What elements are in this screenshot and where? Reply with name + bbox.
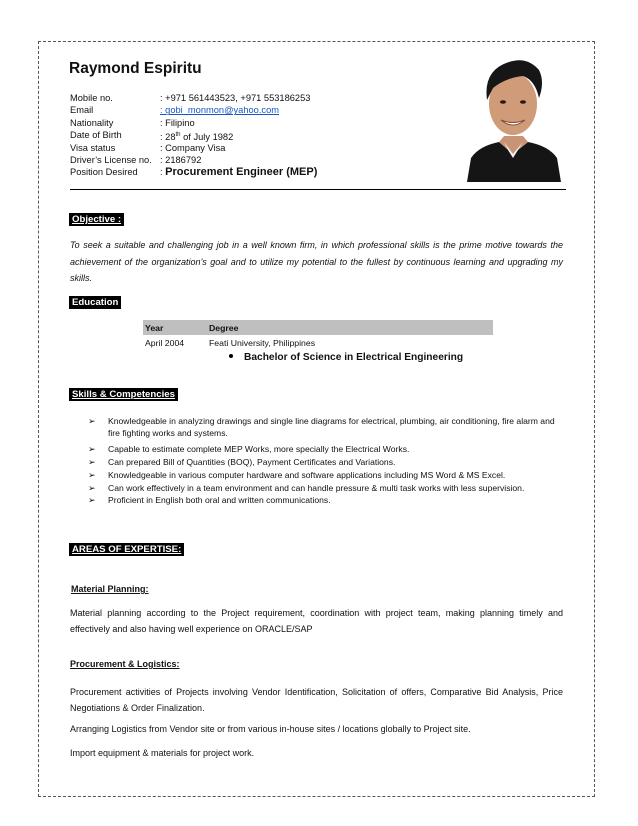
skill-text: Can prepared Bill of Quantities (BOQ), Payment Certificates and Variations. xyxy=(108,456,396,467)
info-value xyxy=(160,166,317,180)
arrow-bullet-icon: ➢ xyxy=(88,443,96,454)
info-value: : +971 561443523, +971 553186253 xyxy=(160,93,311,103)
list-item xyxy=(88,483,566,495)
arrow-bullet-icon: ➢ xyxy=(88,495,96,506)
info-value: : 2186792 xyxy=(160,154,202,165)
position-desired: Procurement Engineer (MEP) xyxy=(165,166,318,179)
info-label: Driver’s License no. xyxy=(70,154,152,165)
material-planning-text: Material planning according to the Project requirement, coordination with project team, making planning timely and effectively and also having well experience on ORACLE/SAP xyxy=(70,608,563,634)
info-value: : Company Visa xyxy=(160,142,226,153)
arrow-bullet-icon: ➢ xyxy=(88,456,96,467)
education-heading: Education xyxy=(69,296,121,309)
skill-text: Can work effectively in a team environment and can handle pressure & multi task works with less supervision. xyxy=(108,482,525,493)
list-item xyxy=(88,444,566,456)
table-row xyxy=(143,335,493,351)
cell-school: Feati University, Philippines xyxy=(209,338,316,348)
list-item xyxy=(88,495,566,507)
dob-rest: of July 1982 xyxy=(180,132,234,143)
info-row-visa xyxy=(70,142,317,154)
info-row-nationality xyxy=(70,117,317,129)
info-label: Email xyxy=(70,105,94,116)
skills-list xyxy=(88,416,566,507)
procurement-title: Procurement & Logistics: xyxy=(70,659,180,669)
skill-text: Knowledgeable in various computer hardware and software applications including MS Word & MS Excel. xyxy=(108,469,506,480)
skill-text: Knowledgeable in analyzing drawings and single line diagrams for electrical, plumbing, air conditioning, fire alarm and fire fighting works and systems. xyxy=(108,416,555,438)
dob-day: : 28 xyxy=(160,132,176,143)
material-planning-title: Material Planning: xyxy=(71,584,149,594)
personal-info xyxy=(70,92,317,180)
skills-heading: Skills & Competencies xyxy=(69,388,178,401)
list-item xyxy=(88,457,566,469)
candidate-name: Raymond Espiritu xyxy=(69,60,202,77)
dob-ordinal: th xyxy=(175,132,181,139)
skill-text: Capable to estimate complete MEP Works, more specially the Electrical Works. xyxy=(108,443,410,454)
info-row-position xyxy=(70,166,317,180)
position-prefix: : xyxy=(160,167,166,178)
procurement-text-3: Import equipment & materials for project work. xyxy=(70,748,255,758)
objective-heading: Objective : xyxy=(69,213,124,226)
procurement-text-1: Procurement activities of Projects involving Vendor Identification, Solicitation of offers, Comparative Bid Analysis, Price Negotiations & Order Finalization. xyxy=(70,687,563,713)
education-table xyxy=(143,320,493,351)
procurement-text-2: Arranging Logistics from Vendor site or from various in-house sites / locations globally to Project site. xyxy=(70,724,471,734)
table-header xyxy=(143,320,493,335)
column-year: Year xyxy=(145,322,164,333)
info-label: Visa status xyxy=(70,142,116,153)
info-label: Position Desired xyxy=(70,167,138,178)
info-row-email xyxy=(70,104,317,116)
info-value xyxy=(160,129,233,141)
info-label: Nationality xyxy=(70,117,114,128)
info-value: : Filipino xyxy=(160,117,195,128)
info-row-license xyxy=(70,154,317,166)
degree-item xyxy=(229,352,463,363)
arrow-bullet-icon: ➢ xyxy=(88,482,96,493)
objective-text: To seek a suitable and challenging job in a well known firm, in which professional skills is the prime motive towards the achievement of the organization’s goal and to utilize my potential to the fullest by continuous learning and upgrading my skills. xyxy=(70,240,563,284)
profile-photo xyxy=(461,54,566,182)
info-label: Mobile no. xyxy=(70,93,113,103)
skill-text: Proficient in English both oral and written communications. xyxy=(108,495,331,506)
arrow-bullet-icon: ➢ xyxy=(88,469,96,480)
expertise-heading: AREAS OF EXPERTISE: xyxy=(69,543,184,556)
info-row-dob xyxy=(70,129,317,141)
degree-text: Bachelor of Science in Electrical Engineering xyxy=(244,352,464,363)
list-item xyxy=(88,416,566,440)
info-row-mobile xyxy=(70,92,317,104)
info-label: Date of Birth xyxy=(70,130,122,141)
list-item xyxy=(88,470,566,482)
bullet-icon xyxy=(229,354,233,358)
arrow-bullet-icon: ➢ xyxy=(88,416,96,426)
email-link[interactable]: : gobi_monmon@yahoo.com xyxy=(160,105,279,116)
header-divider xyxy=(70,189,566,190)
column-degree: Degree xyxy=(209,322,239,333)
cell-year: April 2004 xyxy=(145,338,185,348)
